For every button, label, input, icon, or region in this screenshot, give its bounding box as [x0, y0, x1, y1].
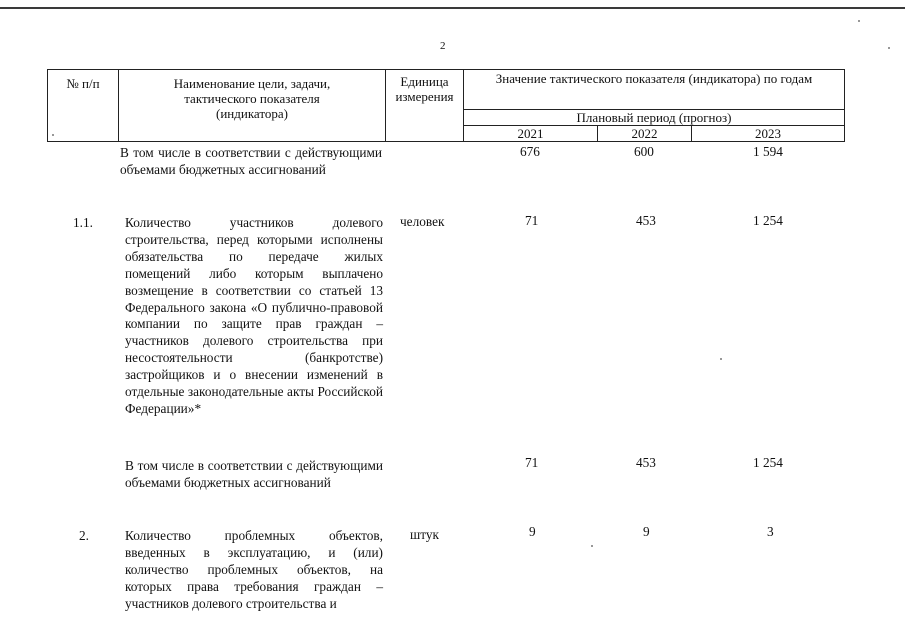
header-col-unit: [386, 70, 464, 142]
scan-speck: [858, 20, 860, 22]
header-col-values: [464, 70, 845, 110]
row-3-value-2022: 453: [636, 455, 656, 470]
scan-speck: [591, 545, 593, 547]
row-2-value-2022: 453: [636, 213, 656, 228]
header-col-period-label: Плановый период (прогноз): [576, 110, 732, 125]
row-4-name: Количество проблемных объектов, введенных в эксплуатацию, и (или) количество проблемных объектов, на которых права требования граждан – участников долевого строительства и: [125, 528, 383, 611]
scan-speck: [888, 47, 890, 49]
row-2-value-2023: 1 254: [753, 213, 783, 228]
row-1-value-2022: 600: [634, 144, 654, 159]
header-col-period: [464, 110, 845, 126]
header-col-values-label: Значение тактического показателя (индикатора) по годам: [495, 71, 813, 86]
row-4-value-2021: 9: [529, 524, 536, 539]
table-header: [47, 69, 845, 142]
header-year-2023: 2023: [692, 126, 845, 142]
row-2-number: 1.1.: [73, 215, 93, 230]
row-2-value-2021: 71: [525, 213, 539, 228]
row-4-value-2022: 9: [643, 524, 650, 539]
row-2-unit: человек: [400, 214, 445, 229]
row-4-unit: штук: [410, 527, 439, 542]
row-2-name: Количество участников долевого строительства, перед которыми исполнены обязательства по передаче жилых помещений либо которым выплачено возмещение в соответствии со статьей 13 Федерального закона «О публично-правовой компании по защите прав граждан – участников долевого строительства при несостоятельности (банкротстве) застройщиков и о внесении изменений в отдельные законодательные акты Российской Федерации»*: [125, 215, 383, 416]
header-col-no: [48, 70, 119, 142]
header-year-2022: 2022: [598, 126, 692, 142]
row-3-name: В том числе в соответствии с действующими объемами бюджетных ассигнований: [125, 458, 383, 490]
header-year-2021: 2021: [464, 126, 598, 142]
header-col-name: [119, 70, 386, 142]
top-border-line: [0, 7, 905, 9]
row-1-value-2021: 676: [520, 144, 540, 159]
row-3-value-2021: 71: [525, 455, 539, 470]
scan-speck: [52, 134, 54, 136]
page-number: 2: [440, 40, 446, 52]
row-3-value-2023: 1 254: [753, 455, 783, 470]
header-col-name-label: Наименование цели, задачи, тактического показателя (индикатора): [173, 76, 331, 121]
row-4-number: 2.: [79, 528, 89, 543]
header-col-unit-label: Единица измерения: [395, 74, 454, 104]
row-1-value-2023: 1 594: [753, 144, 783, 159]
scan-speck: [720, 358, 722, 360]
row-4-value-2023: 3: [767, 524, 774, 539]
header-col-no-label: № п/п: [66, 76, 100, 91]
row-1-name: В том числе в соответствии с действующими объемами бюджетных ассигнований: [120, 145, 382, 177]
